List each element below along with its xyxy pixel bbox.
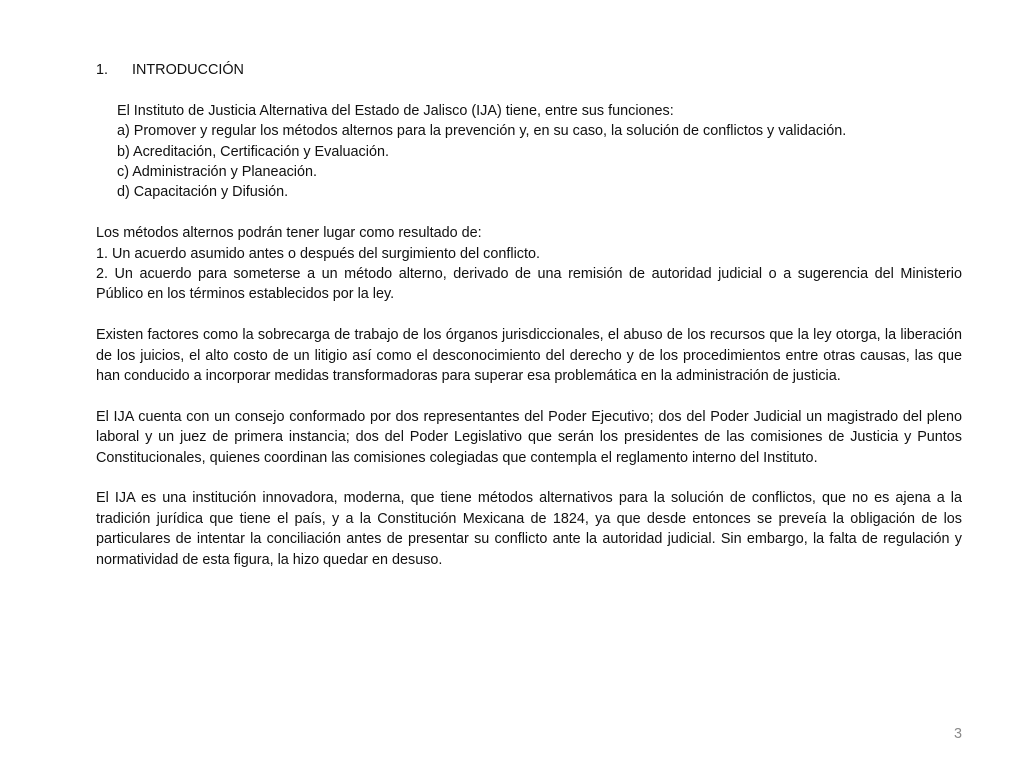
- function-item: c) Administración y Planeación.: [117, 164, 317, 181]
- institution-paragraph: El IJA es una institución innovadora, moderna, que tiene métodos alternativos para la solución de conflictos, que no es ajena a la tradición jurídica que tiene el país, y a la Constitución Mexicana de 1824, ya que desde entonces se preveía la obligación de los particulares de intentar la conciliación antes de presentar su conflicto ante la autoridad judicial. Sin embargo, la falta de regulación y normatividad de esta figura, la hizo quedar en desuso.: [96, 490, 962, 568]
- methods-lead: Los métodos alternos podrán tener lugar como resultado de:: [96, 225, 482, 242]
- function-item: b) Acreditación, Certificación y Evaluación.: [117, 143, 389, 160]
- section-heading: [96, 60, 962, 80]
- methods-block: [96, 223, 962, 305]
- function-item: a) Promover y regular los métodos alternos para la prevención y, en su caso, la solución de conflictos y validación.: [117, 123, 847, 140]
- slide-content: [96, 60, 962, 570]
- method-item: 2. Un acuerdo para someterse a un método alterno, derivado de una remisión de autoridad judicial o a sugerencia del Ministerio Público en los términos establecidos por la ley.: [96, 266, 962, 303]
- section-number: 1.: [96, 62, 109, 78]
- section-title: INTRODUCCIÓN: [132, 62, 244, 78]
- method-item: 1. Un acuerdo asumido antes o después del surgimiento del conflicto.: [96, 245, 540, 262]
- page-number: 3: [953, 726, 962, 742]
- factors-paragraph: Existen factores como la sobrecarga de trabajo de los órganos jurisdiccionales, el abuso de los recursos que la ley otorga, la liberación de los juicios, el alto costo de un litigio así como el desconocimiento del derecho y de los procedimientos entre otras causas, las que han conducido a incorporar medidas transformadoras para superar esa problemática en la administración de justicia.: [96, 327, 962, 385]
- function-item: d) Capacitación y Difusión.: [117, 184, 289, 201]
- council-paragraph: El IJA cuenta con un consejo conformado por dos representantes del Poder Ejecutivo; dos del Poder Judicial un magistrado del pleno laboral y un juez de primera instancia; dos del Poder Legislativo que serán los presidentes de las comisiones de Justicia y Puntos Constitucionales, quienes coordinan las comisiones colegiadas que contempla el reglamento interno del Instituto.: [96, 408, 962, 466]
- functions-list: [96, 101, 962, 203]
- functions-lead: El Instituto de Justicia Alternativa del Estado de Jalisco (IJA) tiene, entre sus funciones:: [117, 102, 674, 119]
